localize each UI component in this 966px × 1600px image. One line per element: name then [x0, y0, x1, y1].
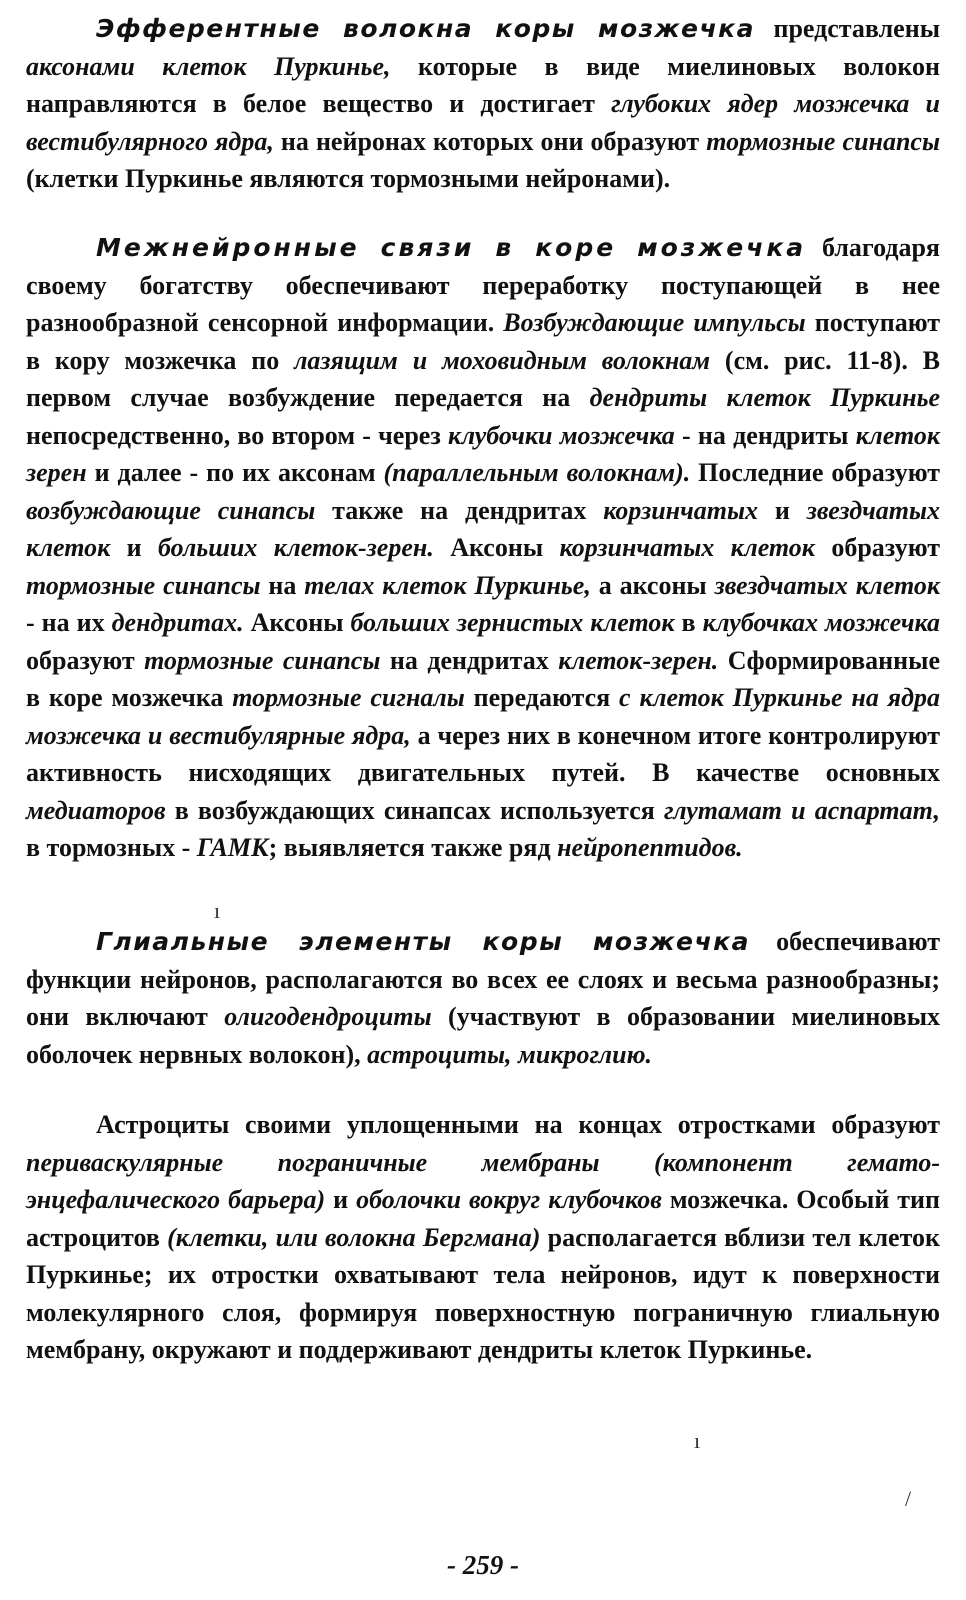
scan-mark: / [905, 1486, 912, 1511]
paragraph-efferent-fibers: Эфферентные волокна коры мозжечка представлены аксонами клеток Пуркинье, которые в виде миелиновых волокон направляются в белое вещество и достигает глубоких ядер мозжечка и вестибулярного ядра, на нейронах которых они образуют тормозные синапсы (клетки Пуркинье являются тормозными нейронами). [26, 14, 941, 193]
scan-mark: ı [214, 898, 221, 923]
scan-mark: ı [694, 1428, 701, 1453]
heading-interneuron-connections: Межнейронные связи в коре мозжечка [96, 233, 807, 262]
heading-glial-elements: Глиальные элементы коры мозжечка [96, 927, 750, 956]
paragraph-astrocytes: Астроциты своими уплощенными на концах отростками образуют периваскулярные пограничные мембраны (компонент гемато-энцефалического барьера) и оболочки вокруг клубочков мозжечка. Особый тип астроцитов (клетки, или волокна Бергмана) располагается вблизи тел клеток Пуркинье; их отростки охватывают тела нейронов, идут к поверхности молекулярного слоя, формируя поверхностную пограничную глиальную мембрану, окружают и поддерживают дендриты клеток Пуркинье. [26, 1110, 941, 1364]
page-number: - 259 - [447, 1550, 519, 1580]
paragraph-glial-elements: Глиальные элементы коры мозжечка обеспечивают функции нейронов, располагаются во всех ее слоях и весьма разнообразны; они включают олигодендроциты (участвуют в образовании миелиновых оболочек нервных волокон), астроциты, микроглию. [26, 927, 940, 1069]
paragraph-interneuron-connections: Межнейронные связи в коре мозжечка благодаря своему богатству обеспечивают переработку поступающей в нее разнообразной сенсорной информации. Возбуждающие импульсы поступают в кору мозжечка по лазящим и моховидным волокнам (см. рис. 11-8). В первом случае возбуждение передается на дендриты клеток Пуркинье непосредственно, во втором - через клубочки мозжечка - на дендриты клеток зерен и далее - по их аксонам (параллельным волокнам). Последние образуют возбуждающие синапсы также на дендритах корзинчатых и звездчатых клеток и больших клеток-зерен. Аксоны корзинчатых клеток образуют тормозные синапсы на телах клеток Пуркинье, а аксоны звездчатых клеток - на их дендритах. Аксоны больших зернистых клеток в клубочках мозжечка образуют тормозные синапсы на дендритах клеток-зерен. Сформированные в коре мозжечка тормозные сигналы передаются с клеток Пуркинье на ядра мозжечка и вестибулярные ядра, а через них в конечном итоге контролируют активность нисходящих двигательных путей. В качестве основных медиаторов в возбуждающих синапсах используется глутамат и аспартат, в тормозных - ГАМК; выявляется также ряд нейропептидов. [26, 233, 941, 862]
heading-efferent-fibers: Эфферентные волокна коры мозжечка [96, 14, 756, 43]
